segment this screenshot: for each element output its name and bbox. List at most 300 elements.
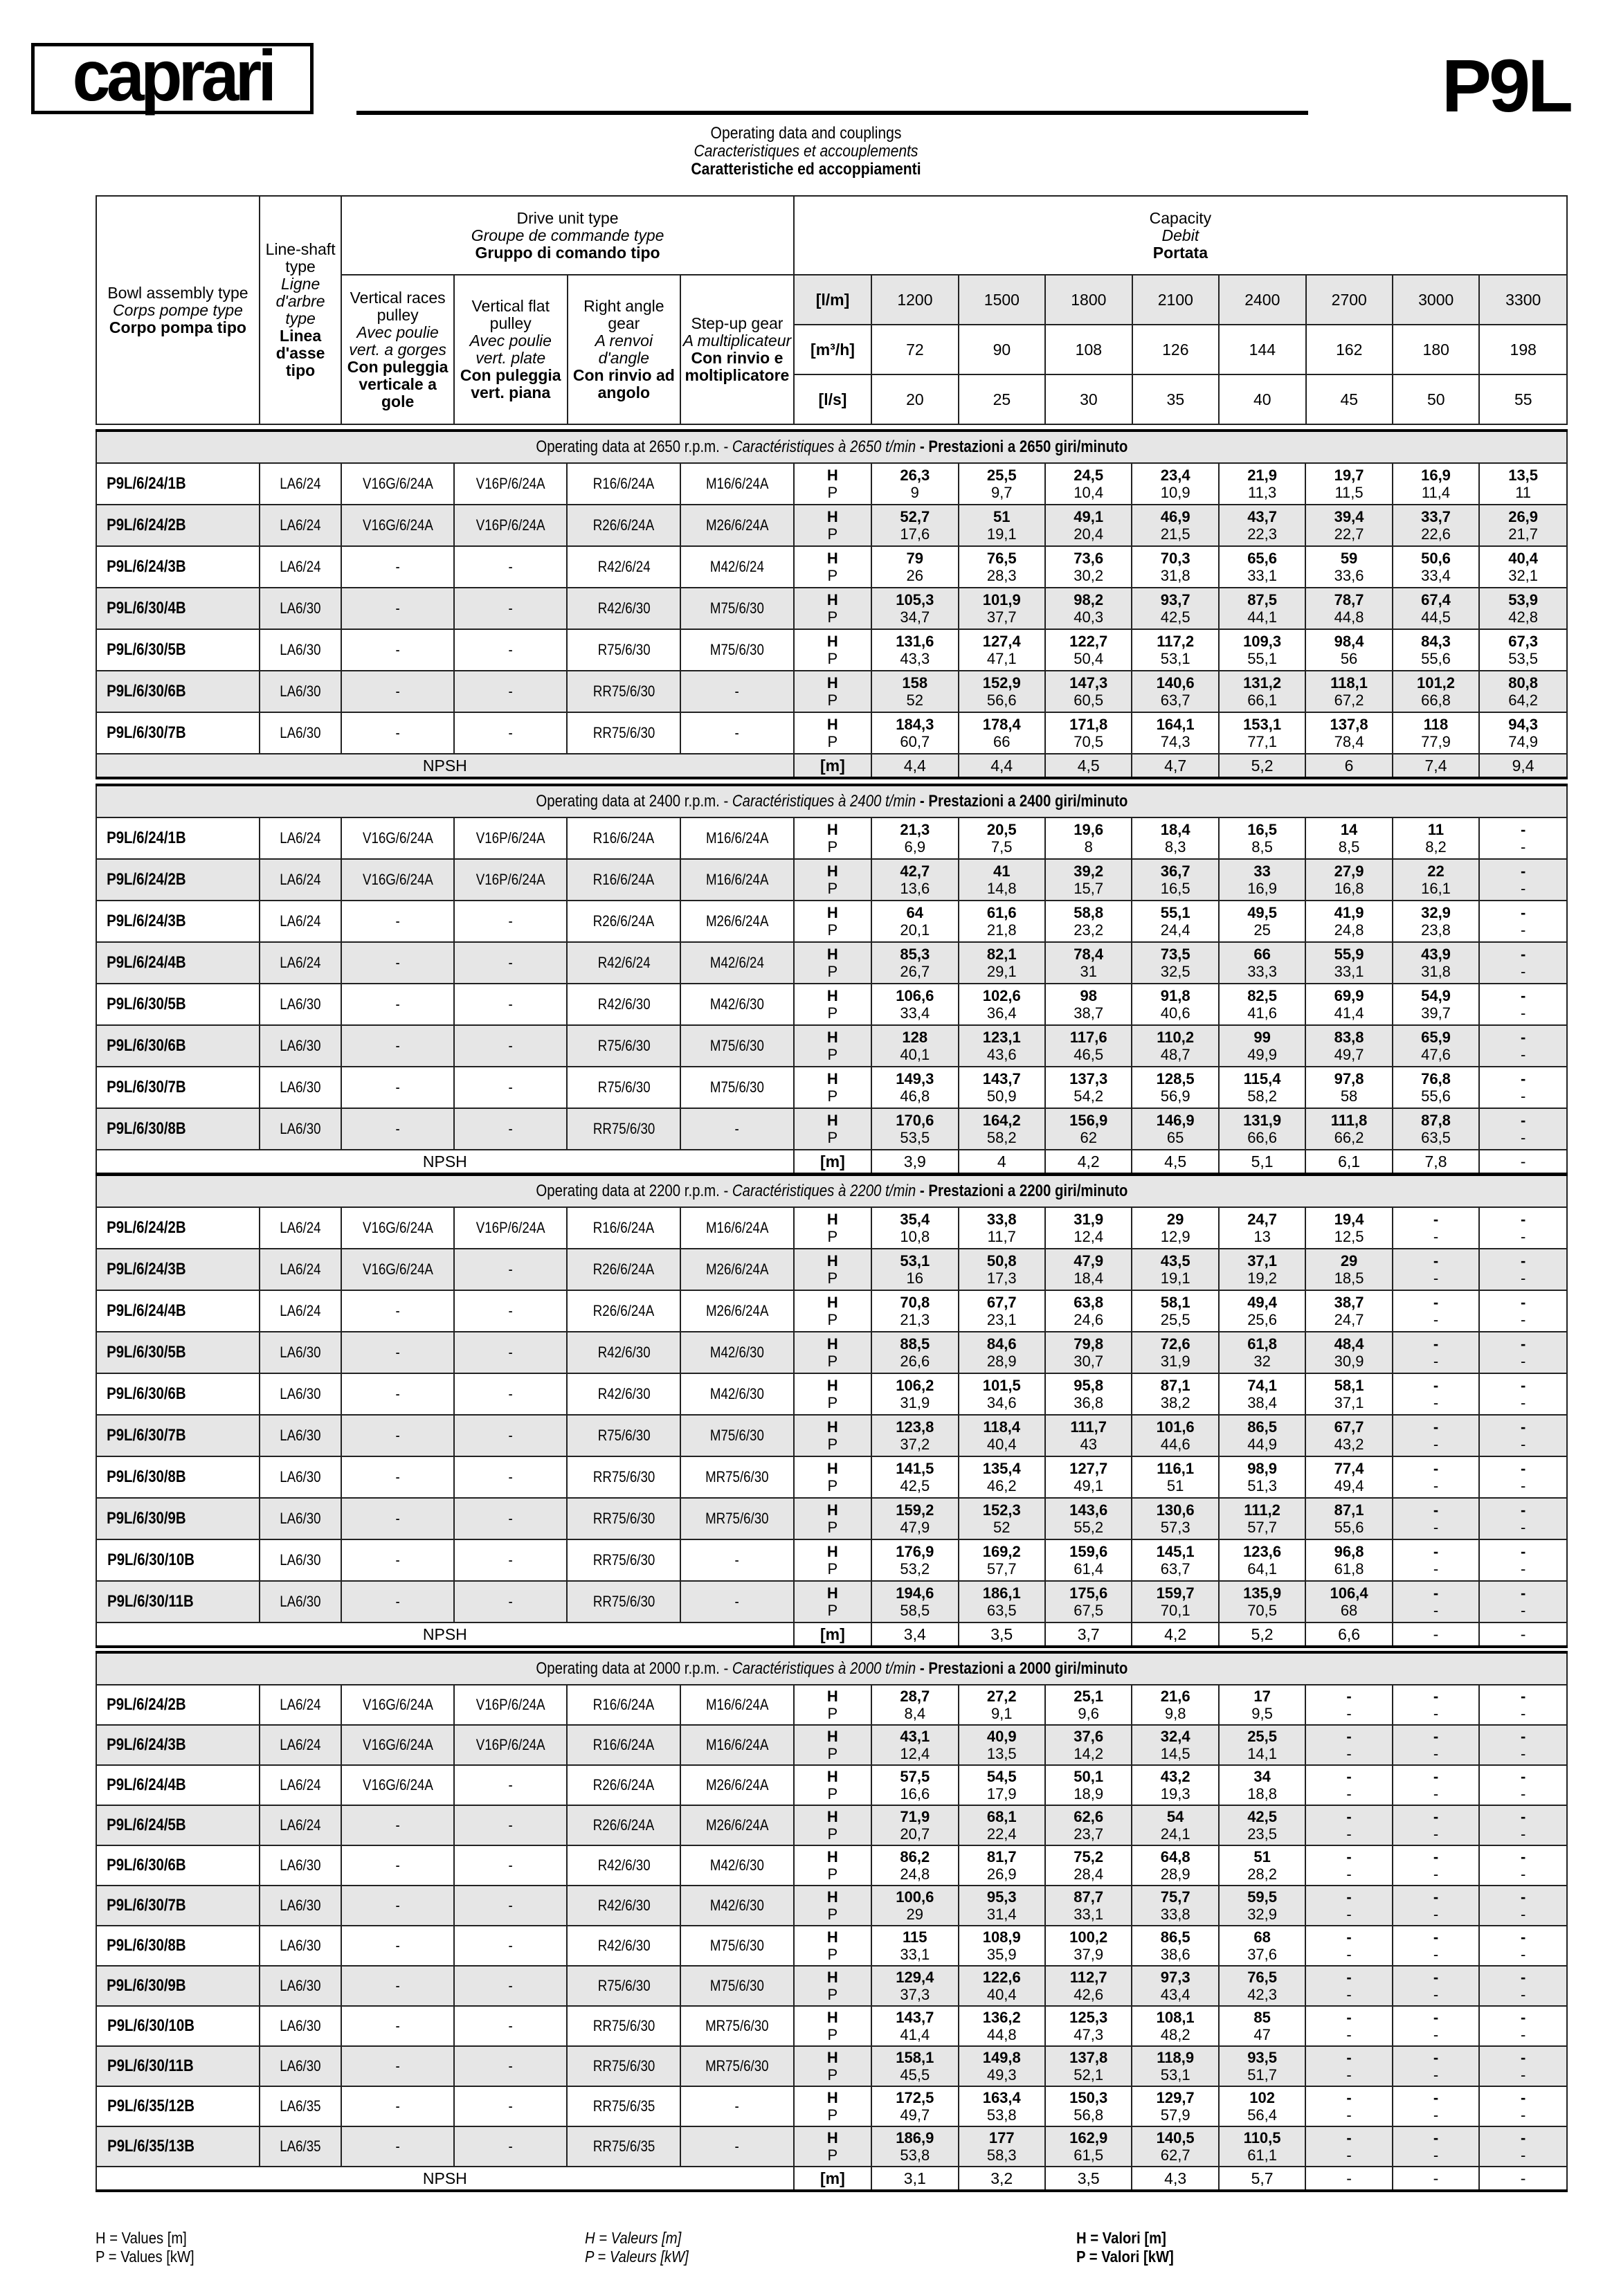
hp-value bbox=[1132, 712, 1218, 754]
hp-label bbox=[794, 859, 871, 901]
power-value: - bbox=[1433, 1477, 1439, 1494]
power-value: 38,2 bbox=[1160, 1394, 1190, 1411]
power-value: 34,7 bbox=[900, 608, 930, 626]
h-label: H bbox=[826, 1688, 838, 1705]
hp-value bbox=[1219, 1108, 1305, 1150]
bowl-type bbox=[96, 1966, 260, 2006]
power-value: 38,7 bbox=[1074, 1004, 1104, 1022]
hp-value bbox=[1219, 1290, 1305, 1332]
hp-value bbox=[1132, 984, 1218, 1025]
coupling-ra-text: R42/6/30 bbox=[597, 599, 651, 617]
power-value: 53,5 bbox=[900, 1129, 930, 1146]
power-value: 60,7 bbox=[900, 733, 930, 750]
power-value: 15,7 bbox=[1074, 880, 1104, 897]
hp-value bbox=[1305, 1805, 1392, 1845]
drive-col-fr: Avec poulie vert. a gorges bbox=[349, 323, 446, 359]
coupling-su-text: M42/6/24 bbox=[709, 558, 764, 575]
drive-col-fr: Avec poulie vert. plate bbox=[469, 332, 552, 367]
coupling-ra bbox=[567, 1456, 680, 1498]
bowl-type-text: P9L/6/30/7B bbox=[107, 1078, 186, 1096]
hp-value bbox=[1393, 505, 1479, 546]
head-value: 16,9 bbox=[1421, 467, 1451, 484]
coupling-vr-text: - bbox=[395, 1120, 400, 1137]
drive-col-en: Right angle gear bbox=[583, 297, 664, 332]
power-value: - bbox=[1433, 2146, 1439, 2164]
hp-value bbox=[1219, 588, 1305, 629]
coupling-su bbox=[680, 817, 794, 859]
p-label: P bbox=[827, 1353, 838, 1370]
h-label: H bbox=[826, 1808, 838, 1825]
coupling-su-text: M75/6/30 bbox=[709, 1937, 764, 1954]
head-value: 111,7 bbox=[1070, 1418, 1107, 1436]
bowl-type-text: P9L/6/24/3B bbox=[107, 1260, 186, 1278]
h-label: H bbox=[826, 1848, 838, 1865]
coupling-vf bbox=[454, 2046, 568, 2086]
head-value: 116,1 bbox=[1157, 1460, 1195, 1477]
head-value: 19,6 bbox=[1074, 821, 1104, 838]
head-value: 20,5 bbox=[986, 821, 1017, 838]
coupling-su bbox=[680, 1108, 794, 1150]
coupling-ls bbox=[260, 2126, 341, 2167]
head-value: 194,6 bbox=[896, 1584, 934, 1602]
head-value: 99 bbox=[1253, 1029, 1271, 1046]
power-value: - bbox=[1346, 1745, 1352, 1762]
table-row bbox=[96, 1025, 1567, 1067]
capacity-it: Portata bbox=[1152, 243, 1208, 262]
model-title: P9L bbox=[1441, 44, 1570, 127]
coupling-vf-text: - bbox=[508, 1977, 513, 1994]
hp-value bbox=[1479, 1456, 1567, 1498]
head-value: 109,3 bbox=[1243, 633, 1282, 650]
coupling-vr-text: - bbox=[395, 641, 400, 658]
hp-value bbox=[1479, 1498, 1567, 1539]
coupling-ls-text: LA6/35 bbox=[280, 2137, 321, 2155]
hp-value bbox=[959, 1926, 1045, 1966]
hp-value bbox=[1479, 1926, 1567, 1966]
bowl-type-text: P9L/6/24/1B bbox=[107, 829, 186, 847]
coupling-ra-text: R26/6/24A bbox=[593, 1260, 655, 1278]
bowl-type-text: P9L/6/30/9B bbox=[107, 1509, 186, 1528]
head-value: 96,8 bbox=[1334, 1543, 1364, 1560]
hp-value bbox=[1045, 1207, 1132, 1249]
head-value: 137,8 bbox=[1330, 716, 1368, 733]
power-value: - bbox=[1346, 2066, 1352, 2083]
bowl-type-text: P9L/6/30/11B bbox=[107, 2057, 194, 2075]
head-value: 143,7 bbox=[982, 1070, 1021, 1087]
coupling-ra-text: R42/6/30 bbox=[597, 1344, 651, 1361]
table-row bbox=[96, 859, 1567, 901]
capacity-value: 50 bbox=[1393, 374, 1479, 424]
coupling-su bbox=[680, 546, 794, 588]
head-value: 87,7 bbox=[1074, 1888, 1104, 1906]
hp-label bbox=[794, 1456, 871, 1498]
head-value: 19,7 bbox=[1334, 467, 1364, 484]
head-value: - bbox=[1520, 1335, 1526, 1353]
bowl-type bbox=[96, 901, 260, 942]
coupling-su bbox=[680, 901, 794, 942]
coupling-ls-text: LA6/30 bbox=[280, 2057, 321, 2074]
power-value: 19,2 bbox=[1247, 1269, 1278, 1287]
coupling-vf bbox=[454, 1886, 568, 1926]
power-value: - bbox=[1346, 2026, 1352, 2043]
hp-label bbox=[794, 817, 871, 859]
table-row bbox=[96, 1207, 1567, 1249]
coupling-vr-text: - bbox=[395, 1510, 400, 1527]
head-value: 123,1 bbox=[982, 1029, 1021, 1046]
power-value: 11,5 bbox=[1334, 484, 1364, 501]
power-value: 44,8 bbox=[1334, 608, 1364, 626]
head-value: 43,1 bbox=[900, 1728, 930, 1745]
power-value: 43,2 bbox=[1334, 1436, 1364, 1453]
head-value: - bbox=[1346, 2089, 1352, 2106]
power-value: 25,5 bbox=[1160, 1311, 1190, 1328]
coupling-su bbox=[680, 1886, 794, 1926]
coupling-vf bbox=[454, 1725, 568, 1765]
coupling-ra bbox=[567, 942, 680, 984]
power-value: 78,4 bbox=[1334, 733, 1364, 750]
power-value: - bbox=[1520, 2026, 1526, 2043]
head-value: 131,9 bbox=[1243, 1112, 1282, 1129]
bowl-type-text: P9L/6/30/7B bbox=[107, 723, 186, 742]
hp-value bbox=[1045, 1845, 1132, 1886]
power-value: 66,1 bbox=[1247, 691, 1278, 709]
hp-value bbox=[1479, 629, 1567, 671]
head-value: 64,8 bbox=[1160, 1848, 1190, 1865]
power-value: 14,5 bbox=[1160, 1745, 1190, 1762]
power-value: - bbox=[1520, 1906, 1526, 1923]
head-value: - bbox=[1433, 2009, 1439, 2026]
head-value: 93,7 bbox=[1160, 591, 1190, 608]
power-value: 55,6 bbox=[1421, 650, 1451, 667]
coupling-su-text: M16/6/24A bbox=[705, 829, 769, 847]
hp-value bbox=[1045, 2086, 1132, 2126]
coupling-su-text: M16/6/24A bbox=[705, 475, 769, 492]
head-value: 97,8 bbox=[1334, 1070, 1364, 1087]
bowl-type bbox=[96, 2086, 260, 2126]
head-value: 54,5 bbox=[986, 1768, 1017, 1785]
coupling-su-text: M75/6/30 bbox=[709, 1427, 764, 1444]
head-value: 33,8 bbox=[986, 1211, 1017, 1228]
head-value: 75,2 bbox=[1074, 1848, 1104, 1865]
bowl-type bbox=[96, 1373, 260, 1415]
drive-header bbox=[341, 196, 793, 275]
power-value: - bbox=[1520, 1602, 1526, 1619]
bowl-type bbox=[96, 1725, 260, 1765]
hp-value bbox=[871, 859, 958, 901]
hp-value bbox=[871, 1456, 958, 1498]
drive-col-header bbox=[680, 275, 794, 424]
head-value: - bbox=[1433, 2129, 1439, 2146]
hp-value bbox=[1045, 1025, 1132, 1067]
hp-value bbox=[871, 942, 958, 984]
hp-value bbox=[1305, 817, 1392, 859]
hp-label bbox=[794, 1539, 871, 1581]
power-value: 77,9 bbox=[1421, 733, 1451, 750]
hp-value bbox=[871, 2006, 958, 2046]
legend-p: P = Valeurs [kW] bbox=[585, 2248, 689, 2266]
table-row bbox=[96, 1456, 1567, 1498]
bowl-type bbox=[96, 859, 260, 901]
drive-col-it: Con puleggia verticale a gole bbox=[347, 357, 449, 410]
bowl-type bbox=[96, 1025, 260, 1067]
head-value: - bbox=[1520, 1377, 1526, 1394]
npsh-value: 3,5 bbox=[959, 1622, 1045, 1647]
power-value: 18,9 bbox=[1074, 1785, 1104, 1802]
hp-label bbox=[794, 1805, 871, 1845]
hp-value bbox=[871, 629, 958, 671]
coupling-ra-text: R75/6/30 bbox=[597, 1977, 651, 1994]
head-value: 79,8 bbox=[1074, 1335, 1104, 1353]
hp-value bbox=[1219, 1685, 1305, 1725]
coupling-su-text: M42/6/30 bbox=[709, 995, 764, 1013]
power-value: 23,2 bbox=[1074, 921, 1104, 939]
power-value: 11,7 bbox=[987, 1228, 1016, 1245]
section-title-en: Operating data at 2200 r.p.m. - bbox=[536, 1182, 732, 1200]
head-value: - bbox=[1520, 1728, 1526, 1745]
coupling-vr bbox=[341, 1025, 454, 1067]
power-value: 40,6 bbox=[1160, 1004, 1190, 1022]
hp-value bbox=[1132, 1207, 1218, 1249]
hp-value bbox=[1479, 2086, 1567, 2126]
npsh-value: 4,2 bbox=[1132, 1622, 1218, 1647]
power-value: 61,4 bbox=[1074, 1560, 1104, 1578]
hp-value bbox=[1219, 1805, 1305, 1845]
hp-value bbox=[1393, 1685, 1479, 1725]
power-value: 33,1 bbox=[1247, 567, 1278, 584]
bowl-en: Bowl assembly type bbox=[107, 283, 248, 302]
coupling-vr bbox=[341, 1290, 454, 1332]
head-value: 159,7 bbox=[1156, 1584, 1195, 1602]
coupling-vf-text: V16P/6/24A bbox=[476, 475, 545, 492]
power-value: 43,4 bbox=[1160, 1986, 1190, 2003]
drive-col-header bbox=[341, 275, 454, 424]
hp-value bbox=[1132, 1581, 1218, 1622]
hp-value bbox=[1045, 588, 1132, 629]
power-value: 55,2 bbox=[1074, 1519, 1104, 1536]
header-table bbox=[96, 195, 1568, 425]
hp-value bbox=[1305, 1290, 1392, 1332]
coupling-vr bbox=[341, 1845, 454, 1886]
head-value: 152,9 bbox=[982, 674, 1021, 691]
head-value: 37,1 bbox=[1247, 1252, 1278, 1269]
p-label: P bbox=[827, 525, 838, 543]
coupling-ls bbox=[260, 712, 341, 754]
hp-value bbox=[1305, 1332, 1392, 1373]
head-value: - bbox=[1346, 1969, 1352, 1986]
hp-value bbox=[959, 1067, 1045, 1108]
power-value: 24,1 bbox=[1160, 1825, 1190, 1843]
bowl-type bbox=[96, 1498, 260, 1539]
bowl-type-text: P9L/6/30/7B bbox=[107, 1426, 186, 1445]
coupling-ra bbox=[567, 1332, 680, 1373]
h-label: H bbox=[826, 508, 838, 525]
power-value: - bbox=[1346, 1865, 1352, 1883]
hp-value bbox=[1219, 2086, 1305, 2126]
hp-value bbox=[959, 1725, 1045, 1765]
head-value: 67,3 bbox=[1508, 633, 1539, 650]
head-value: 25,5 bbox=[986, 467, 1017, 484]
bowl-type bbox=[96, 1926, 260, 1966]
hp-label bbox=[794, 463, 871, 505]
head-value: 153,1 bbox=[1243, 716, 1282, 733]
power-value: - bbox=[1520, 1477, 1526, 1494]
hp-value bbox=[1393, 1067, 1479, 1108]
coupling-ra bbox=[567, 2006, 680, 2046]
head-value: 38,7 bbox=[1334, 1294, 1364, 1311]
capacity-en: Capacity bbox=[1149, 208, 1212, 227]
coupling-ls bbox=[260, 1332, 341, 1373]
hp-value bbox=[1479, 1539, 1567, 1581]
head-value: 82,5 bbox=[1247, 987, 1278, 1004]
coupling-vr bbox=[341, 1539, 454, 1581]
coupling-vr bbox=[341, 1886, 454, 1926]
coupling-ra bbox=[567, 1886, 680, 1926]
head-value: 72,6 bbox=[1160, 1335, 1190, 1353]
coupling-vf bbox=[454, 1290, 568, 1332]
hp-value bbox=[1132, 1845, 1218, 1886]
power-value: 42,5 bbox=[1160, 608, 1190, 626]
power-value: - bbox=[1433, 1906, 1439, 1923]
power-value: 37,6 bbox=[1247, 1946, 1278, 1963]
coupling-vf bbox=[454, 546, 568, 588]
power-value: - bbox=[1433, 1353, 1439, 1370]
hp-value bbox=[871, 2046, 958, 2086]
head-value: 83,8 bbox=[1334, 1029, 1364, 1046]
coupling-vf-text: V16P/6/24A bbox=[476, 1736, 545, 1753]
head-value: 87,1 bbox=[1334, 1501, 1364, 1519]
bowl-type-text: P9L/6/30/8B bbox=[107, 1936, 186, 1955]
power-value: 37,9 bbox=[1074, 1946, 1104, 1963]
head-value: - bbox=[1346, 2009, 1352, 2026]
hp-label bbox=[794, 546, 871, 588]
coupling-ls bbox=[260, 1805, 341, 1845]
power-value: 42,5 bbox=[900, 1477, 930, 1494]
h-label: H bbox=[826, 1112, 838, 1129]
head-value: 175,6 bbox=[1069, 1584, 1108, 1602]
caprari-logo bbox=[31, 35, 314, 116]
head-value: 18,4 bbox=[1160, 821, 1190, 838]
power-value: 22,7 bbox=[1334, 525, 1364, 543]
npsh-value: 4,2 bbox=[1045, 1150, 1132, 1174]
head-value: 172,5 bbox=[896, 2089, 934, 2106]
head-value: 46,9 bbox=[1160, 508, 1190, 525]
power-value: - bbox=[1346, 1906, 1352, 1923]
hp-value bbox=[959, 1373, 1045, 1415]
coupling-su-text: M75/6/30 bbox=[709, 599, 764, 617]
coupling-ls-text: LA6/24 bbox=[280, 1776, 321, 1793]
power-value: 58,2 bbox=[986, 1129, 1017, 1146]
coupling-su bbox=[680, 1725, 794, 1765]
hp-value bbox=[1219, 2006, 1305, 2046]
head-value: 135,4 bbox=[982, 1460, 1021, 1477]
p-label: P bbox=[827, 2026, 838, 2043]
power-value: 22,6 bbox=[1421, 525, 1451, 543]
p-label: P bbox=[827, 1705, 838, 1722]
coupling-ls-text: LA6/24 bbox=[280, 912, 321, 930]
hp-value bbox=[1219, 2126, 1305, 2167]
coupling-vf bbox=[454, 1025, 568, 1067]
head-value: 43,5 bbox=[1160, 1252, 1190, 1269]
power-value: 41,4 bbox=[1334, 1004, 1364, 1022]
power-value: 51 bbox=[1166, 1477, 1184, 1494]
coupling-vr-text: V16G/6/24A bbox=[362, 871, 433, 888]
power-value: 61,1 bbox=[1247, 2146, 1278, 2164]
head-value: 129,4 bbox=[896, 1969, 934, 1986]
head-value: - bbox=[1346, 1688, 1352, 1705]
head-value: 74,1 bbox=[1247, 1377, 1278, 1394]
power-value: 25 bbox=[1253, 921, 1271, 939]
power-value: 12,9 bbox=[1160, 1228, 1190, 1245]
power-value: - bbox=[1520, 1129, 1526, 1146]
head-value: - bbox=[1346, 1808, 1352, 1825]
coupling-ra-text: R26/6/24A bbox=[593, 1776, 655, 1793]
table-row bbox=[96, 546, 1567, 588]
head-value: - bbox=[1520, 2089, 1526, 2106]
head-value: 143,6 bbox=[1069, 1501, 1108, 1519]
head-value: 135,9 bbox=[1243, 1584, 1282, 1602]
coupling-vf bbox=[454, 588, 568, 629]
bowl-type bbox=[96, 1845, 260, 1886]
hp-value bbox=[1219, 1332, 1305, 1373]
head-value: 169,2 bbox=[982, 1543, 1021, 1560]
hp-value bbox=[1132, 859, 1218, 901]
coupling-su bbox=[680, 984, 794, 1025]
h-label: H bbox=[826, 1252, 838, 1269]
head-value: 59 bbox=[1340, 550, 1358, 567]
npsh-value: 3,1 bbox=[871, 2167, 958, 2191]
power-value: 21,7 bbox=[1508, 525, 1539, 543]
power-value: 42,3 bbox=[1247, 1986, 1278, 2003]
head-value: 128 bbox=[902, 1029, 928, 1046]
hp-value bbox=[871, 1249, 958, 1290]
p-label: P bbox=[827, 1087, 838, 1105]
hp-value bbox=[1132, 901, 1218, 942]
hp-value bbox=[1219, 1498, 1305, 1539]
coupling-vr bbox=[341, 2006, 454, 2046]
coupling-su bbox=[680, 859, 794, 901]
hp-value bbox=[1393, 1332, 1479, 1373]
power-value: 40,3 bbox=[1074, 608, 1104, 626]
hp-value bbox=[1479, 712, 1567, 754]
power-value: - bbox=[1520, 1394, 1526, 1411]
coupling-ls-text: LA6/24 bbox=[280, 954, 321, 971]
hp-value bbox=[1045, 1765, 1132, 1805]
hp-value bbox=[1045, 1249, 1132, 1290]
hp-value bbox=[1045, 2126, 1132, 2167]
power-value: 49,1 bbox=[1074, 1477, 1104, 1494]
hp-value bbox=[1479, 1025, 1567, 1067]
coupling-vf-text: V16P/6/24A bbox=[476, 1219, 545, 1236]
coupling-vr-text: - bbox=[395, 1078, 400, 1096]
hp-value bbox=[1045, 2006, 1132, 2046]
power-value: 44,5 bbox=[1421, 608, 1451, 626]
section-title-it: - Prestazioni a 2400 giri/minuto bbox=[915, 792, 1128, 811]
power-value: - bbox=[1346, 2146, 1352, 2164]
hp-value bbox=[959, 2126, 1045, 2167]
page-subtitle bbox=[0, 125, 1612, 179]
head-value: 164,2 bbox=[982, 1112, 1021, 1129]
power-value: - bbox=[1433, 1436, 1439, 1453]
hp-label bbox=[794, 1067, 871, 1108]
coupling-ls bbox=[260, 1415, 341, 1456]
hp-value bbox=[1219, 1456, 1305, 1498]
coupling-vr bbox=[341, 2086, 454, 2126]
coupling-vf-text: V16P/6/24A bbox=[476, 516, 545, 534]
drive-col-fr: A renvoi d'angle bbox=[595, 332, 653, 367]
coupling-vr-text: - bbox=[395, 683, 400, 700]
coupling-ra bbox=[567, 463, 680, 505]
power-value: 26,6 bbox=[900, 1353, 930, 1370]
